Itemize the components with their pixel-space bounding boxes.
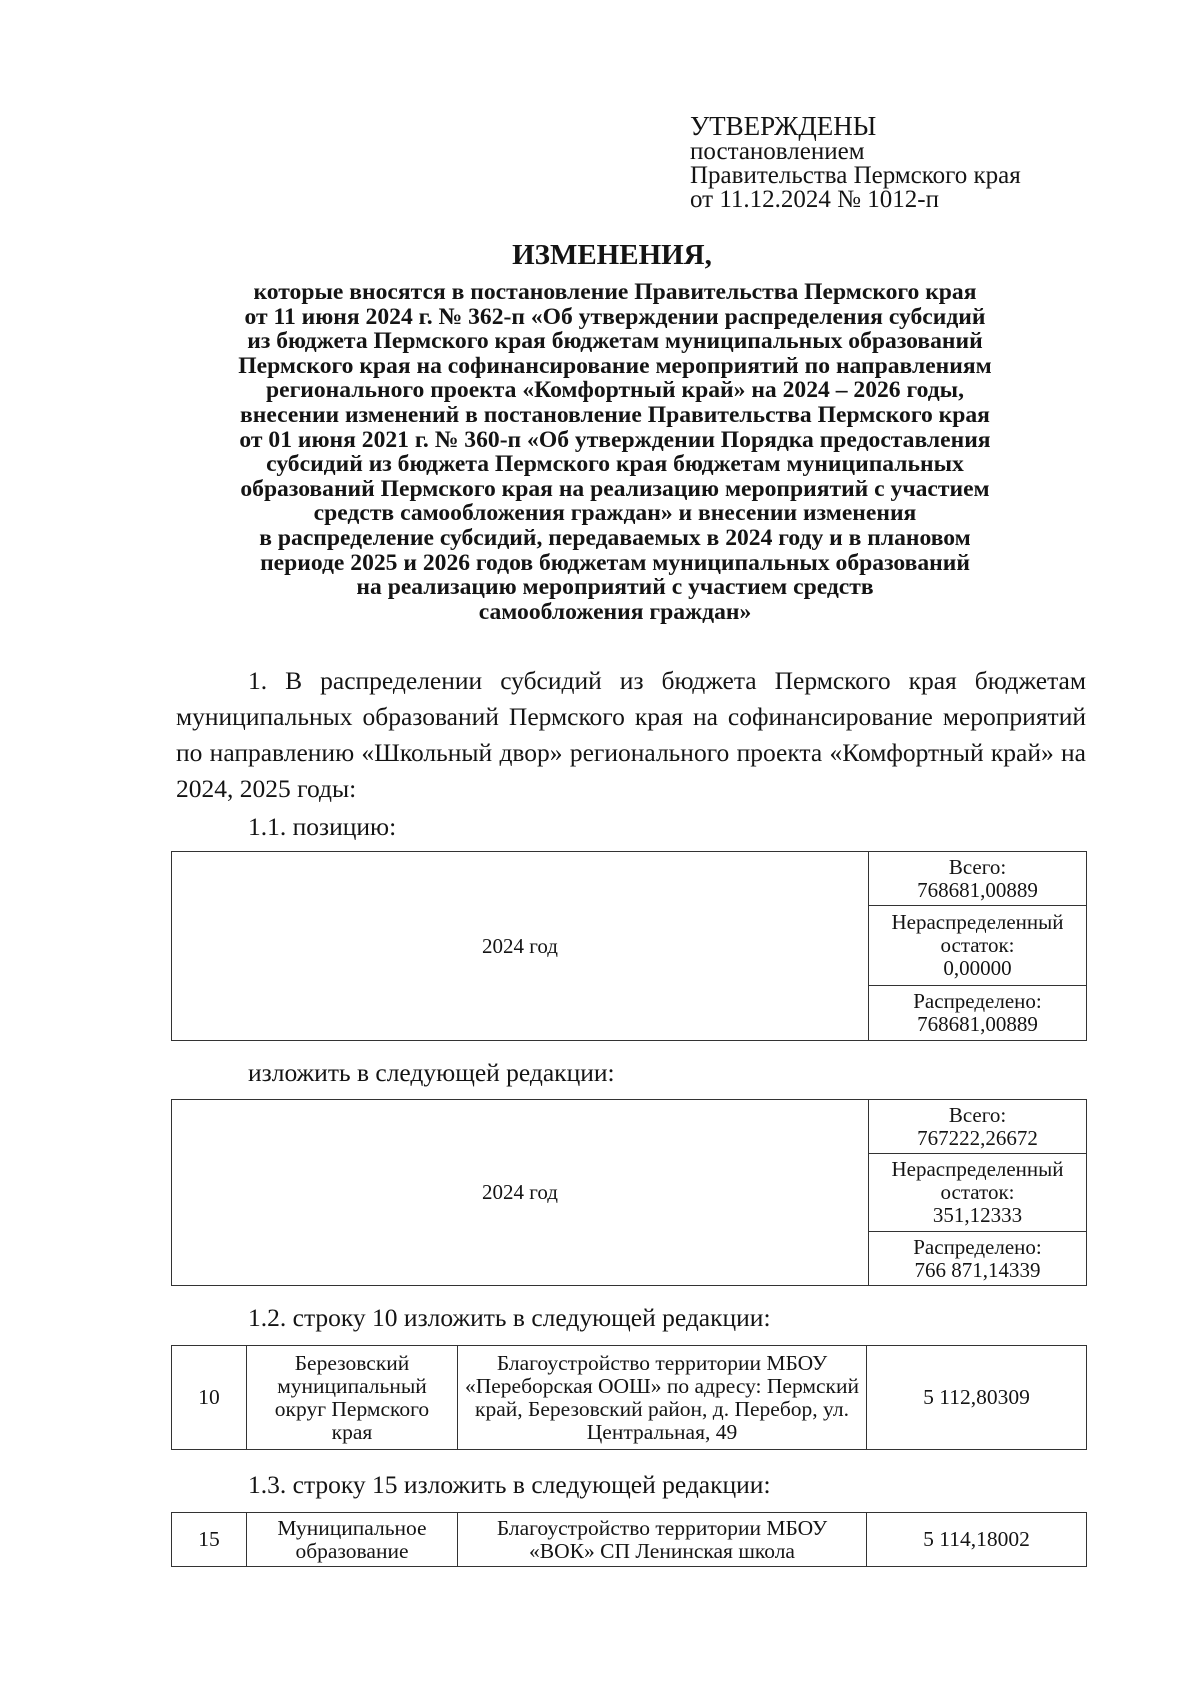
distributed-cell [869, 1232, 1087, 1286]
table-row-15 [171, 1512, 1087, 1567]
document-title: ИЗМЕНЕНИЯ, [512, 239, 712, 271]
paragraph-1: 1. В распределении субсидий из бюджета Пермского края бюджетам муниципальных образований Пермского края на софинансирование мероприятий по направлению «Школьный двор» регионального проекта «Комфортный край» на 2024, 2025 годы: [176, 666, 1086, 803]
distributed-label: Распределено: [913, 989, 1042, 1013]
row-amount: 5 112,80309 [867, 1346, 1087, 1450]
remainder-label: Нераспределенный остаток: [891, 1157, 1064, 1204]
total-cell [869, 1100, 1087, 1154]
total-cell [869, 852, 1087, 906]
remainder-cell [869, 1154, 1087, 1232]
subtitle-line: образований Пермского края на реализацию мероприятий с участием [240, 475, 990, 502]
total-label: Всего: [948, 1102, 1007, 1127]
replace-label-1: изложить в следующей редакции: [248, 1058, 615, 1087]
year-cell: 2024 год [172, 1100, 869, 1286]
item-1-3-label: 1.3. строку 15 изложить в следующей редакции: [248, 1470, 771, 1499]
subtitle-line: средств самообложения граждан» и внесении изменения [313, 500, 917, 527]
subtitle-line: из бюджета Пермского края бюджетам муниципальных образований [247, 328, 983, 355]
subtitle-line: в распределение субсидий, передаваемых в 2024 году и в плановом [259, 524, 971, 551]
row-amount: 5 114,18002 [867, 1513, 1087, 1567]
subtitle-line: на реализацию мероприятий с участием средств [356, 574, 874, 601]
distributed-cell [869, 986, 1087, 1041]
distributed-label: Распределено: [913, 1234, 1042, 1259]
subtitle-line: внесении изменений в постановление Правительства Пермского края [240, 401, 990, 428]
table-old-position [171, 851, 1087, 1041]
subtitle-line: от 01 июня 2021 г. № 360-п «Об утверждении Порядка предоставления [239, 426, 991, 453]
table-row [172, 1513, 1087, 1567]
approval-line-government: Правительства Пермского края [690, 162, 1021, 189]
subtitle-line: самообложения граждан» [478, 598, 752, 625]
approval-stamp [690, 112, 1110, 212]
remainder-value: 351,12333 [932, 1203, 1023, 1227]
row-project: Благоустройство территории МБОУ «ВОК» СП Ленинская школа [458, 1513, 867, 1567]
row-project: Благоустройство территории МБОУ «Переборская ООШ» по адресу: Пермский край, Березовский район, д. Перебор, ул. Центральная, 49 [458, 1346, 867, 1450]
document-subtitle [150, 280, 1080, 624]
subtitle-line: Пермского края на софинансирование мероприятий по направлениям [238, 352, 992, 379]
remainder-cell [869, 906, 1087, 986]
approval-line-resolution: постановлением [690, 138, 865, 165]
remainder-value: 0,00000 [943, 956, 1012, 980]
row-municipality: Березовский муниципальный округ Пермского края [247, 1346, 458, 1450]
subtitle-line: от 11 июня 2024 г. № 362-п «Об утверждении распределения субсидий [244, 303, 986, 330]
distributed-value: 768681,00889 [917, 1012, 1038, 1036]
item-1-1-label: 1.1. позицию: [248, 812, 397, 841]
total-value: 767222,26672 [917, 1125, 1038, 1150]
total-value: 768681,00889 [917, 877, 1038, 902]
subtitle-line: регионального проекта «Комфортный край» на 2024 – 2026 годы, [265, 377, 964, 404]
year-cell: 2024 год [172, 852, 869, 1041]
row-number: 10 [172, 1346, 247, 1450]
row-number: 15 [172, 1513, 247, 1567]
table-row-10 [171, 1345, 1087, 1450]
subtitle-line: которые вносятся в постановление Правительства Пермского края [253, 279, 977, 305]
table-new-position [171, 1099, 1087, 1286]
approval-heading: УТВЕРЖДЕНЫ [690, 111, 877, 141]
approval-line-date: от 11.12.2024 № 1012-п [690, 186, 939, 213]
row-municipality: Муниципальное образование [247, 1513, 458, 1567]
distributed-value: 766 871,14339 [914, 1257, 1041, 1282]
remainder-label: Нераспределенный остаток: [891, 910, 1064, 957]
subtitle-line: периоде 2025 и 2026 годов бюджетам муниципальных образований [260, 549, 970, 576]
subtitle-line: субсидий из бюджета Пермского края бюджетам муниципальных [266, 451, 964, 478]
total-label: Всего: [948, 854, 1007, 879]
item-1-2-label: 1.2. строку 10 изложить в следующей редакции: [248, 1303, 771, 1332]
table-row [172, 1346, 1087, 1450]
